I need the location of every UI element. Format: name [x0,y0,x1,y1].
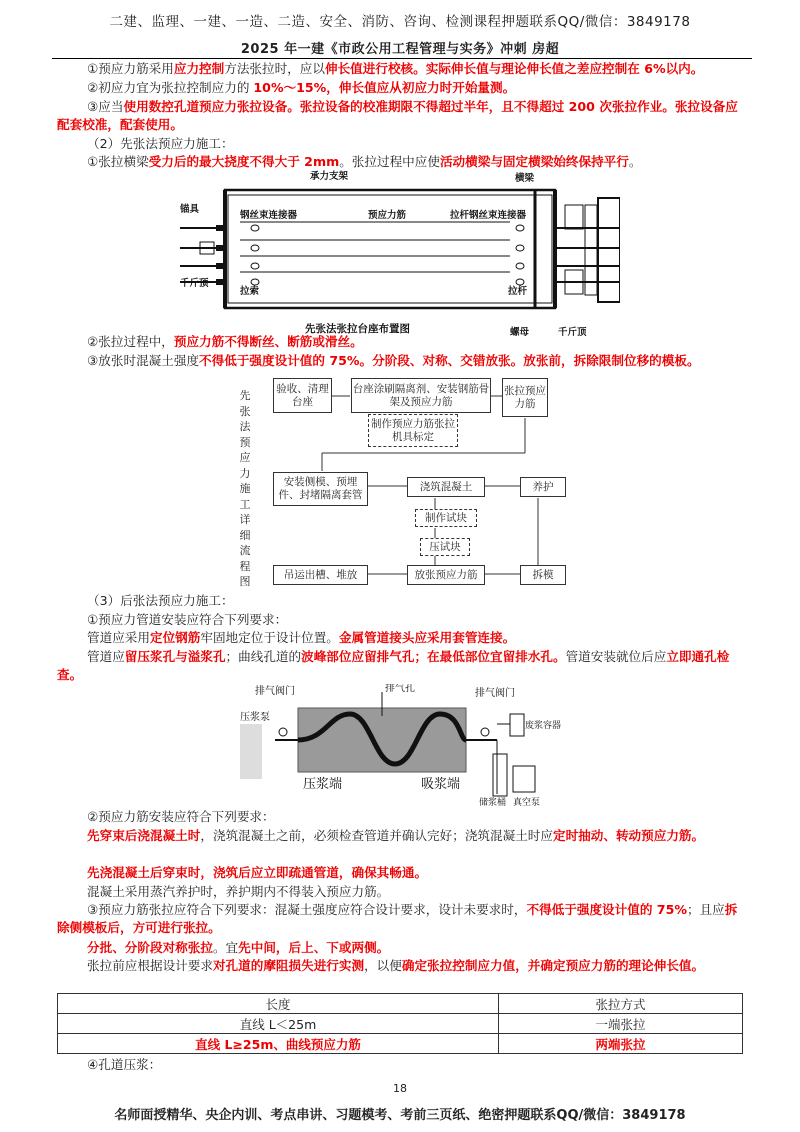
label-suction-end: 吸浆端 [421,777,461,792]
table-cell: 一端张拉 [499,1014,743,1034]
header-contact-line: 二建、监理、一建、一造、二造、安全、消防、咨询、检测课程押题联系QQ/微信：3849178 [109,14,691,30]
table-row [58,1034,743,1054]
label-anchor: 锚具 [180,204,200,215]
flow-box-strip-forms: 拆模 [520,565,566,585]
page-title: 2025 年一建《市政公用工程管理与实务》冲刺 房超 [240,42,560,57]
section-heading-pretension: （2）先张法预应力施工： [87,136,234,151]
paragraph-10: ②预应力筋安装应符合下列要求： [87,809,275,824]
label-nut: 螺母 [510,327,530,338]
label-rope: 拉索 [240,286,260,297]
label-tendon: 预应力筋 [368,210,407,221]
grouting-diagram [235,684,565,808]
label-jack-right: 千斤顶 [558,327,587,338]
paragraph-15: 分批、分阶段对称张拉。宜先中间，后上、下或两侧。 [87,940,390,955]
table-header-cell: 张拉方式 [499,994,743,1014]
flow-chart-title: 先张法预应力施工详细流程图 [239,389,251,588]
table-cell: 直线 L≥25m、曲线预应力筋 [58,1034,499,1054]
label-vent-valve-left: 排气阀门 [255,686,295,697]
paragraph-8: 管道应采用定位钢筋牢固地定位于设计位置。金属管道接头应采用套管连接。 [87,630,516,645]
label-waste-container: 废浆容器 [525,721,562,731]
paragraph-3: ③应当使用数控孔道预应力张拉设备。张拉设备的校准期限不得超过半年，且不得超过 200 次张拉作业。张拉设备应配套校准，配套使用。 [57,99,738,132]
paragraph-11: 先穿束后浇混凝土时，浇筑混凝土之前，必须检查管道并确认完好；浇筑混凝土时应定时抽动、转动预应力筋。 [87,828,705,843]
flow-box-curing: 养护 [520,477,566,497]
paragraph-2: ②初应力宜为张拉控制应力的 10%～15%，伸长值应从初应力时开始量测。 [87,80,516,95]
flow-box-pour-concrete: 浇筑混凝土 [407,477,485,497]
diagram-caption: 先张法张拉台座布置图 [305,323,410,335]
paragraph-17: ④孔道压浆： [87,1057,162,1072]
flow-box-side-forms: 安装侧模、预埋件、封堵隔离套管 [273,472,368,506]
header-divider [52,58,752,59]
flow-box-verify-bed: 验收、清理台座 [273,378,332,413]
label-support: 承力支架 [310,171,349,182]
flow-box-lift-stack: 吊运出槽、堆放 [273,565,368,585]
paragraph-6: ③放张时混凝土强度不得低于强度设计值的 75%。分阶段、对称、交错放张。放张前，拆除限制位移的模板。 [87,353,700,368]
table-header-row [58,994,743,1014]
pretension-bed-diagram [180,170,620,340]
flow-box-calibrate: 制作预应力筋张拉机具标定 [368,414,458,447]
paragraph-1: ①预应力筋采用应力控制方法张拉时，应以伸长值进行校核。实际伸长值与理论伸长值之差应控制在 6%以内。 [87,61,704,76]
table-row [58,1014,743,1034]
paragraph-5: ②张拉过程中，预应力筋不得断丝、断筋或滑丝。 [87,334,363,349]
label-grout-tank: 储浆桶 [479,798,507,808]
paragraph-9: 管道应留压浆孔与溢浆孔；曲线孔道的波峰部位应留排气孔；在最低部位宜留排水孔。管道安装就位后应立即通孔检查。 [57,649,730,682]
table-cell: 两端张拉 [499,1034,743,1054]
paragraph-16: 张拉前应根据设计要求对孔道的摩阻损失进行实测，以便确定张拉控制应力值，并确定预应力筋的理论伸长值。 [87,958,705,973]
section-heading-posttension: （3）后张法预应力施工： [87,593,234,608]
paragraph-4: ①张拉横梁受力后的最大挠度不得大于 2mm。张拉过程中应使活动横梁与固定横梁始终保持平行。 [87,154,642,169]
paragraph-14: ③预应力筋张拉应符合下列要求：混凝土强度应符合设计要求，设计未要求时，不得低于强度设计值的 75%；且应拆除侧模板后，方可进行张拉。 [57,902,738,935]
label-vacuum-pump: 真空泵 [513,798,541,808]
label-wire-connector: 钢丝束连接器 [240,210,298,221]
footer-contact-line: 名师面授精华、央企内训、考点串讲、习题模考、考前三页纸、绝密押题联系QQ/微信：3849178 [114,1108,686,1123]
label-beam: 横梁 [515,173,535,184]
flow-box-release: 放张预应力筋 [407,565,485,585]
label-pump: 压浆泵 [240,712,270,723]
flow-box-test-specimen: 压试块 [420,538,470,556]
paragraph-7: ①预应力管道安装应符合下列要求： [87,612,288,627]
paragraph-12: 先浇混凝土后穿束时，浇筑后应立即疏通管道，确保其畅通。 [87,865,428,880]
flow-box-make-specimen: 制作试块 [415,509,477,527]
table-header-cell: 长度 [58,994,499,1014]
label-jack-left: 千斤顶 [180,278,209,289]
tension-method-table [57,993,743,1054]
label-vent-hole: 排气孔 [385,684,415,694]
flow-box-install-steel: 台座涂刷隔离剂、安装钢筋骨架及预应力筋 [351,378,491,413]
paragraph-13: 混凝土采用蒸汽养护时，养护期内不得装入预应力筋。 [87,884,390,899]
label-vent-valve-right: 排气阀门 [475,688,515,699]
page-number: 18 [393,1082,407,1095]
label-grout-end: 压浆端 [303,777,343,792]
label-rod: 拉杆 [508,286,528,297]
flow-box-tension: 张拉预应力筋 [502,378,548,417]
label-rod-connector: 拉杆钢丝束连接器 [450,210,527,221]
table-cell: 直线 L＜25m [58,1014,499,1034]
